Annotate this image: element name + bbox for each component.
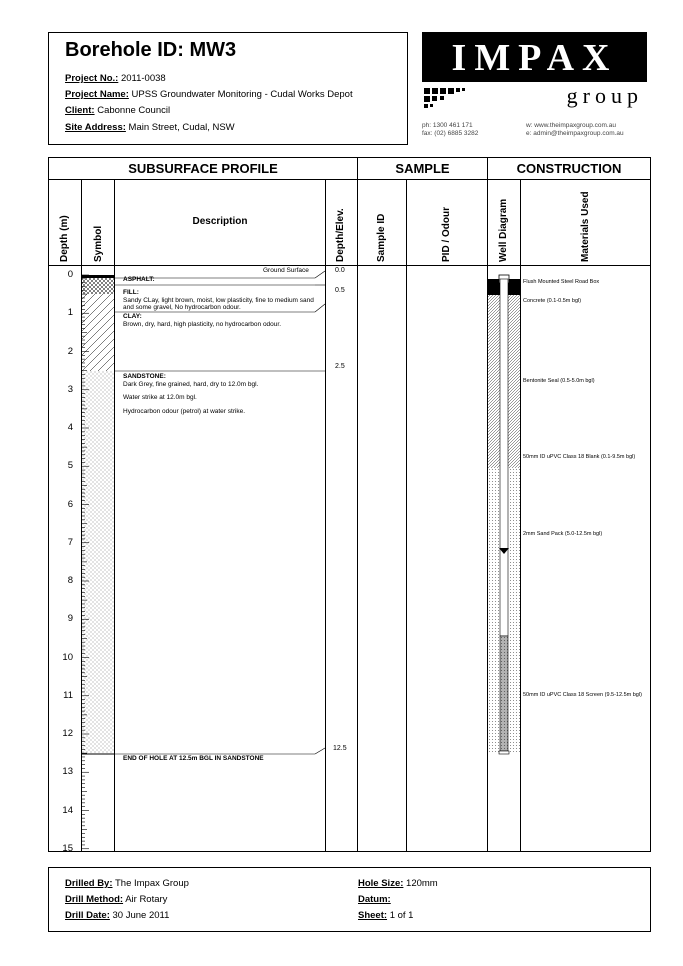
logo-group-text: group: [566, 83, 643, 108]
end-of-hole: END OF HOLE AT 12.5m BGL IN SANDSTONE: [123, 755, 264, 762]
depth-label: 7: [67, 536, 73, 548]
drilled-by: [65, 878, 189, 889]
blank-casing: [500, 279, 508, 636]
depth-label: 4: [67, 422, 73, 433]
elev-1: 0.5: [335, 287, 345, 294]
material-road-box: Flush Mounted Steel Road Box: [523, 279, 600, 285]
section-divider: [49, 179, 650, 180]
header-panel: [48, 32, 408, 145]
material-screen: 50mm ID uPVC Class 18 Screen (9.5-12.5m bgl): [523, 692, 642, 698]
depth-label: 1: [67, 307, 73, 319]
depth-label: 12: [62, 728, 73, 739]
elev-3: 12.5: [333, 745, 347, 752]
layer-boundaries: [115, 268, 326, 768]
col-materials: Materials Used: [580, 191, 591, 262]
layer-clay-name: CLAY:: [123, 313, 142, 320]
project-no-label: Project No.:: [65, 73, 119, 84]
col-well-diagram: Well Diagram: [498, 198, 509, 262]
sandstone-symbol: [82, 371, 114, 754]
strata-symbols: [82, 275, 114, 851]
depth-label: 11: [63, 689, 73, 701]
impax-logo: [422, 32, 647, 144]
layer-asphalt: [123, 276, 323, 284]
section-construction: CONSTRUCTION: [516, 161, 622, 176]
ground-surface-label: Ground Surface: [263, 267, 309, 274]
depth-label: 0: [67, 269, 73, 280]
col-line: [406, 179, 407, 851]
depth-label: 9: [67, 613, 73, 625]
hole-size-value: 120mm: [406, 878, 438, 889]
col-line: [520, 179, 521, 851]
col-depth-elev: Depth/Elev.: [335, 208, 346, 262]
drill-method: [65, 894, 167, 905]
col-symbol: Symbol: [93, 225, 104, 262]
section-sample: SAMPLE: [395, 161, 450, 176]
layer-sandstone: [123, 373, 323, 415]
layer-clay: [123, 313, 323, 328]
logo-email: e: admin@theimpaxgroup.com.au: [526, 130, 624, 137]
col-sample-id: Sample ID: [376, 213, 387, 262]
depth-label: 2: [67, 345, 73, 357]
depth-label: 8: [67, 575, 73, 586]
material-sand-pack: 2mm Sand Pack (5.0-12.5m bgl): [523, 531, 603, 537]
col-depth: Depth (m): [59, 215, 70, 262]
layer-sandstone-note-2: Hydrocarbon odour (petrol) at water strike.: [123, 407, 246, 415]
layer-sandstone-text: Dark Grey, fine grained, hard, dry to 12.0m bgl.: [123, 380, 259, 388]
layer-sandstone-name: SANDSTONE:: [123, 373, 166, 380]
drill-date: [65, 910, 169, 921]
depth-label: 14: [62, 804, 73, 816]
borehole-log-table: [48, 157, 651, 852]
col-pid: PID / Odour: [441, 207, 452, 262]
depth-label: 15: [62, 842, 73, 854]
logo-pixel-pattern: [424, 88, 484, 110]
depth-label: 13: [62, 766, 73, 778]
depth-label: 5: [67, 460, 73, 472]
project-no-line: [65, 73, 166, 84]
logo-word-text: IMPAX: [451, 37, 618, 79]
site-line: [65, 122, 235, 133]
layer-fill-text: Sandy CLay, light brown, moist, low plasticity, fine to medium sand and some gravel, No hydrocarbon odour.: [123, 296, 314, 311]
depth-label: 6: [67, 498, 73, 510]
material-bentonite: Bentonite Seal (0.5-5.0m bgl): [523, 378, 595, 384]
material-concrete: Concrete (0.1-0.5m bgl): [523, 298, 582, 304]
client-label: Client:: [65, 105, 95, 116]
project-name-label: Project Name:: [65, 89, 129, 100]
logo-wordmark: [422, 32, 647, 82]
asphalt-symbol: [82, 275, 114, 278]
drilled-by-value: The Impax Group: [114, 878, 189, 889]
drilled-by-label: Drilled By:: [65, 878, 113, 889]
sheet-value: 1 of 1: [389, 910, 414, 921]
datum-label: Datum:: [358, 894, 391, 905]
clay-symbol: [82, 294, 114, 371]
datum: [358, 894, 391, 905]
well-diagram: [488, 273, 520, 758]
hole-size: [358, 878, 438, 889]
depth-label: 3: [67, 383, 73, 395]
screen-casing: [500, 636, 508, 753]
material-blank: 50mm ID uPVC Class 18 Blank (0.1-9.5m bgl): [523, 454, 636, 460]
footer-panel: [48, 867, 651, 932]
sheet: [358, 910, 413, 921]
drill-method-label: Drill Method:: [65, 894, 124, 905]
layer-asphalt-name: ASPHALT:: [123, 276, 155, 283]
depth-label: 10: [62, 651, 73, 663]
layer-clay-text: Brown, dry, hard, high plasticity, no hydrocarbon odour.: [123, 320, 282, 328]
drill-date-label: Drill Date:: [65, 910, 110, 921]
project-no-value: 2011-0038: [120, 73, 166, 84]
drill-date-value: 30 June 2011: [112, 910, 170, 921]
project-name-line: [65, 89, 353, 100]
layer-fill: [123, 289, 323, 312]
hole-size-label: Hole Size:: [358, 878, 404, 889]
col-description: Description: [192, 216, 248, 227]
layer-fill-name: FILL:: [123, 289, 139, 296]
logo-fax: fax: (02) 6885 3282: [422, 130, 479, 137]
layer-sandstone-note-1: Water strike at 12.0m bgl.: [123, 394, 197, 401]
logo-web: w: www.theimpaxgroup.com.au: [526, 122, 616, 129]
borehole-title: Borehole ID: MW3: [65, 39, 237, 61]
site-label: Site Address:: [65, 122, 126, 133]
drill-method-value: Air Rotary: [125, 894, 168, 905]
header-divider: [49, 265, 650, 266]
client-value: Cabonne Council: [97, 105, 171, 116]
col-line: [357, 158, 358, 851]
section-subsurface-profile: SUBSURFACE PROFILE: [128, 161, 278, 176]
site-value: Main Street, Cudal, NSW: [128, 122, 235, 133]
elev-2: 2.5: [335, 363, 345, 370]
project-name-value: UPSS Groundwater Monitoring - Cudal Works Depot: [131, 89, 353, 100]
elev-0: 0.0: [335, 267, 345, 274]
client-line: [65, 105, 170, 116]
fill-symbol: [82, 278, 114, 294]
logo-phone: ph: 1300 461 171: [422, 122, 473, 129]
sheet-label: Sheet:: [358, 910, 388, 921]
